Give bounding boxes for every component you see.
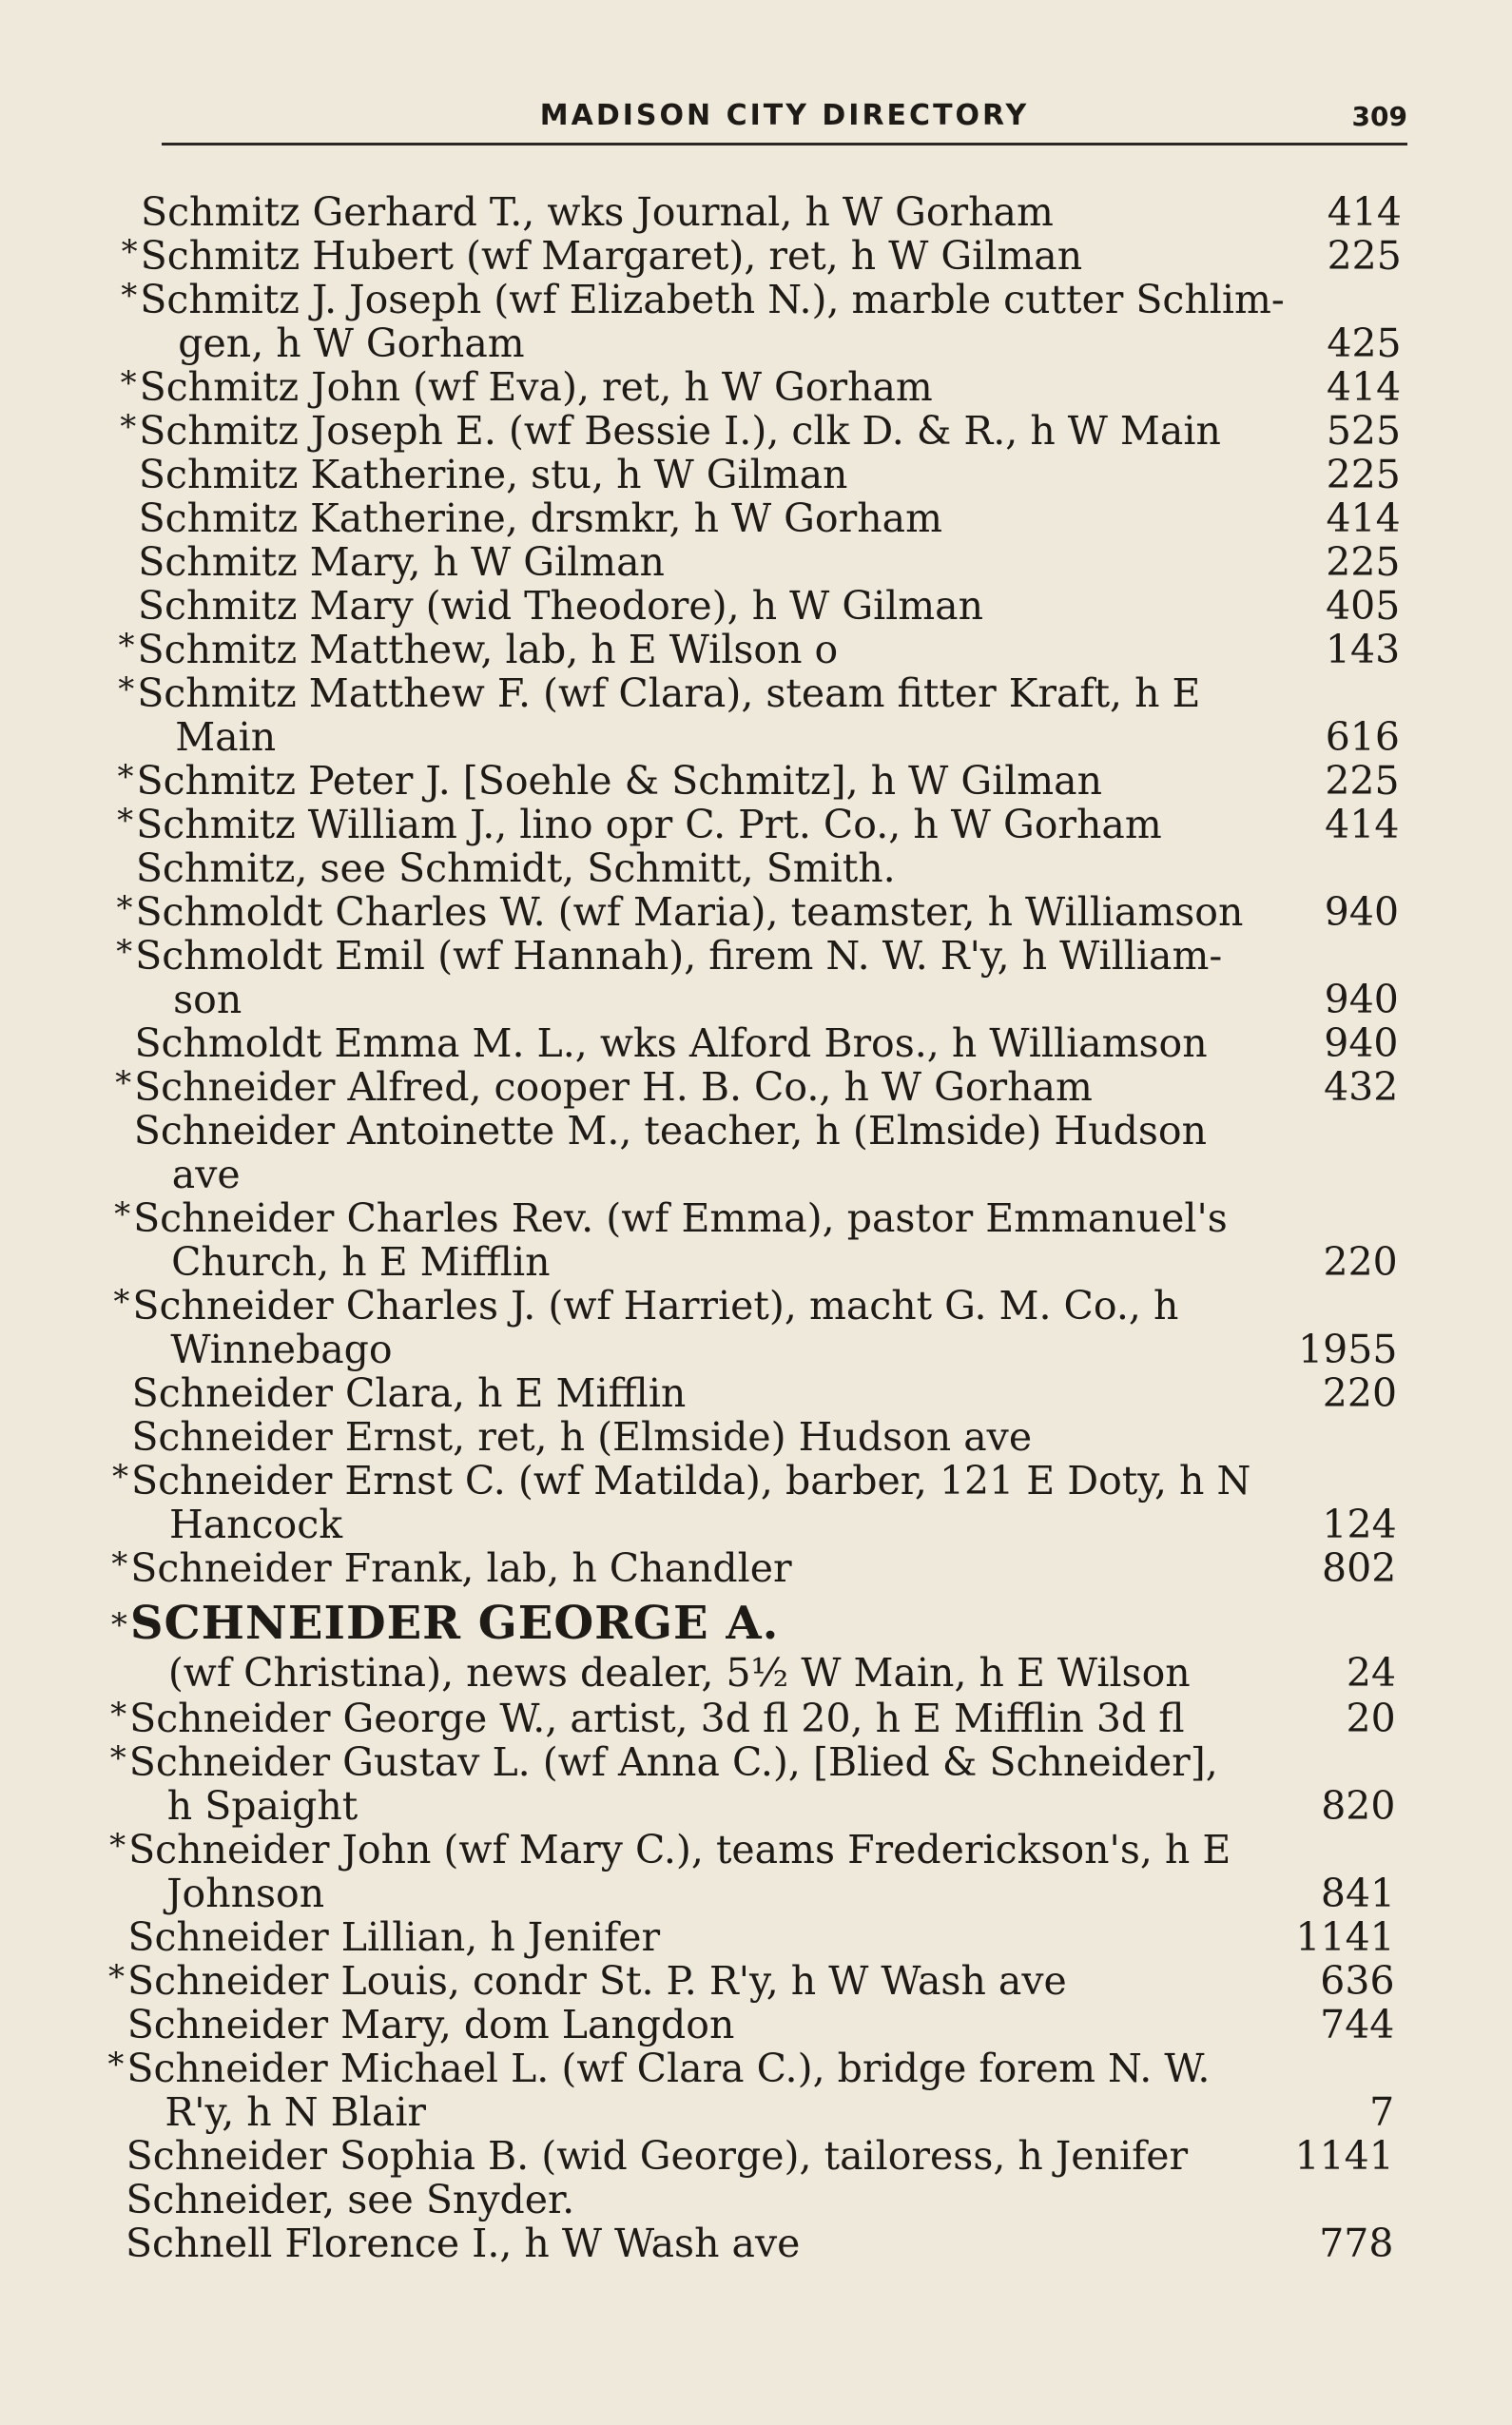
entry-text: Schneider Charles J. (wf Harriet), macht G. M. Co., h: [132, 1283, 1179, 1329]
address-number: 24: [1346, 1650, 1397, 1696]
resident-star-marker: *: [118, 627, 135, 665]
entry-continuation: Johnson: [166, 1871, 325, 1916]
resident-star-marker: *: [107, 2046, 125, 2084]
entry-text: Schmitz John (wf Eva), ret, h W Gorham: [139, 364, 933, 410]
resident-star-marker: *: [117, 802, 134, 840]
entry-text: Schmitz Gerhard T., wks Journal, h W Gorham: [141, 189, 1054, 235]
address-number: 940: [1324, 977, 1399, 1022]
address-number: 225: [1326, 452, 1401, 497]
address-number: 1141: [1294, 2133, 1394, 2179]
resident-star-marker: *: [111, 1545, 128, 1583]
entry-continuation: gen, h W Gorham: [178, 320, 525, 366]
entry-continuation: son: [173, 977, 242, 1022]
entry-text: Schmoldt Charles W. (wf Maria), teamster, h Williamson: [135, 889, 1244, 935]
address-number: 414: [1325, 802, 1400, 847]
resident-star-marker: *: [110, 1606, 127, 1644]
address-number: 1955: [1298, 1327, 1398, 1372]
address-number: 143: [1325, 627, 1401, 672]
entry-text: Schmitz Matthew, lab, h E Wilson o: [137, 627, 839, 672]
address-number: 124: [1322, 1502, 1397, 1547]
entry-text: Schmitz William J., lino opr C. Prt. Co., h W Gorham: [136, 802, 1162, 847]
address-number: 802: [1322, 1545, 1397, 1591]
entry-text: Schneider Frank, lab, h Chandler: [130, 1545, 792, 1591]
address-number: 820: [1321, 1783, 1396, 1829]
entry-continuation: Church, h E Mifflin: [171, 1239, 551, 1285]
address-number: 778: [1319, 2221, 1394, 2266]
entry-text: Schneider John (wf Mary C.), teams Frederickson's, h E: [128, 1827, 1231, 1872]
resident-star-marker: *: [114, 1195, 131, 1233]
entry-text: Schneider Clara, h E Mifflin: [131, 1370, 687, 1416]
resident-star-marker: *: [116, 889, 133, 927]
entry-text: Schmoldt Emma M. L., wks Alford Bros., h Williamson: [134, 1020, 1208, 1066]
address-number: 940: [1324, 1020, 1399, 1066]
address-number: 616: [1325, 714, 1400, 760]
entry-text: Schmitz Katherine, stu, h W Gilman: [138, 452, 848, 497]
resident-star-marker: *: [121, 277, 138, 315]
address-number: 220: [1322, 1370, 1398, 1416]
entry-text: Schmitz Hubert (wf Margaret), ret, h W Gilman: [140, 233, 1083, 279]
entry-text: Schneider Charles Rev. (wf Emma), pastor Emmanuel's: [133, 1195, 1228, 1241]
address-number: 525: [1326, 408, 1402, 454]
address-number: 225: [1325, 758, 1400, 804]
entry-text: Schneider Louis, condr St. P. R'y, h W Wash ave: [127, 1958, 1067, 2004]
entry-continuation: Winnebago: [170, 1327, 393, 1372]
entry-text: Schmitz Katherine, drsmkr, h W Gorham: [138, 495, 942, 541]
entry-text: Schmoldt Emil (wf Hannah), firem N. W. R'y, h William-: [135, 933, 1223, 979]
page-number: 309: [1351, 101, 1407, 132]
entry-continuation: Main: [175, 714, 277, 760]
entry-text: Schneider Michael L. (wf Clara C.), bridge forem N. W.: [126, 2046, 1211, 2091]
entry-text: Schneider Alfred, cooper H. B. Co., h W Gorham: [134, 1064, 1093, 1110]
address-number: 425: [1327, 320, 1402, 366]
resident-star-marker: *: [121, 233, 138, 271]
address-number: 7: [1369, 2089, 1395, 2135]
entry-text: Schneider Mary, dom Langdon: [126, 2002, 735, 2047]
entry-text: Schmitz J. Joseph (wf Elizabeth N.), marble cutter Schlim-: [140, 277, 1285, 322]
address-number: 841: [1320, 1871, 1396, 1916]
entry-text: Schmitz Matthew F. (wf Clara), steam fitter Kraft, h E: [137, 670, 1201, 716]
entry-text: Schneider Ernst C. (wf Matilda), barber, 121 E Doty, h N: [130, 1458, 1251, 1504]
entry-text: Schneider Sophia B. (wid George), tailoress, h Jenifer: [126, 2133, 1189, 2179]
entry-text: Schneider Lillian, h Jenifer: [127, 1914, 661, 1960]
entry-continuation: (wf Christina), news dealer, 5½ W Main, h E Wilson: [167, 1650, 1191, 1696]
entry-text: Schnell Florence I., h W Wash ave: [125, 2221, 801, 2266]
resident-star-marker: *: [109, 1739, 126, 1777]
entry-text: Schneider, see Snyder.: [126, 2177, 575, 2222]
resident-star-marker: *: [120, 408, 137, 446]
resident-star-marker: *: [111, 1458, 128, 1496]
resident-star-marker: *: [109, 1827, 126, 1865]
entry-text: Schmitz, see Schmidt, Schmitt, Smith.: [135, 845, 896, 891]
entry-text: Schneider Ernst, ret, h (Elmside) Hudson ave: [131, 1414, 1033, 1460]
address-number: 225: [1326, 539, 1401, 585]
resident-star-marker: *: [115, 1064, 132, 1102]
address-number: 940: [1324, 889, 1400, 935]
resident-star-marker: *: [110, 1696, 127, 1734]
resident-star-marker: *: [116, 933, 133, 971]
entry-text: Schmitz Mary (wid Theodore), h W Gilman: [137, 583, 984, 629]
address-number: 414: [1327, 189, 1402, 235]
resident-star-marker: *: [120, 364, 137, 402]
address-number: 744: [1320, 2002, 1395, 2047]
entry-continuation: Hancock: [168, 1502, 343, 1547]
running-head: [162, 95, 1407, 146]
resident-star-marker: *: [117, 758, 134, 796]
address-number: 414: [1327, 364, 1402, 410]
address-number: 1141: [1295, 1914, 1395, 1960]
entry-text: Schmitz Mary, h W Gilman: [138, 539, 665, 585]
entry-text: Schmitz Peter J. [Soehle & Schmitz], h W Gilman: [136, 758, 1103, 804]
address-number: 20: [1346, 1696, 1396, 1741]
resident-star-marker: *: [108, 1958, 126, 1996]
entry-text: Schneider Antoinette M., teacher, h (Elmside) Hudson: [133, 1108, 1207, 1154]
entry-text: Schmitz Joseph E. (wf Bessie I.), clk D. & R., h W Main: [139, 408, 1221, 454]
address-number: 405: [1326, 583, 1401, 629]
address-number: 432: [1324, 1064, 1399, 1110]
entry-text: Schneider Gustav L. (wf Anna C.), [Blied & Schneider],: [128, 1739, 1218, 1785]
entry-continuation: ave: [171, 1152, 241, 1197]
address-number: 220: [1323, 1239, 1398, 1285]
entry-text: SCHNEIDER GEORGE A.: [129, 1597, 780, 1650]
resident-star-marker: *: [118, 670, 135, 708]
address-number: 414: [1326, 495, 1401, 541]
address-number: 636: [1320, 1958, 1395, 2004]
entry-continuation: R'y, h N Blair: [165, 2089, 427, 2135]
address-number: 225: [1327, 233, 1402, 279]
resident-star-marker: *: [113, 1283, 130, 1321]
entry-continuation: h Spaight: [166, 1783, 359, 1829]
entry-text: Schneider George W., artist, 3d fl 20, h E Mifflin 3d fl: [129, 1696, 1185, 1741]
page-title: MADISON CITY DIRECTORY: [539, 99, 1030, 132]
